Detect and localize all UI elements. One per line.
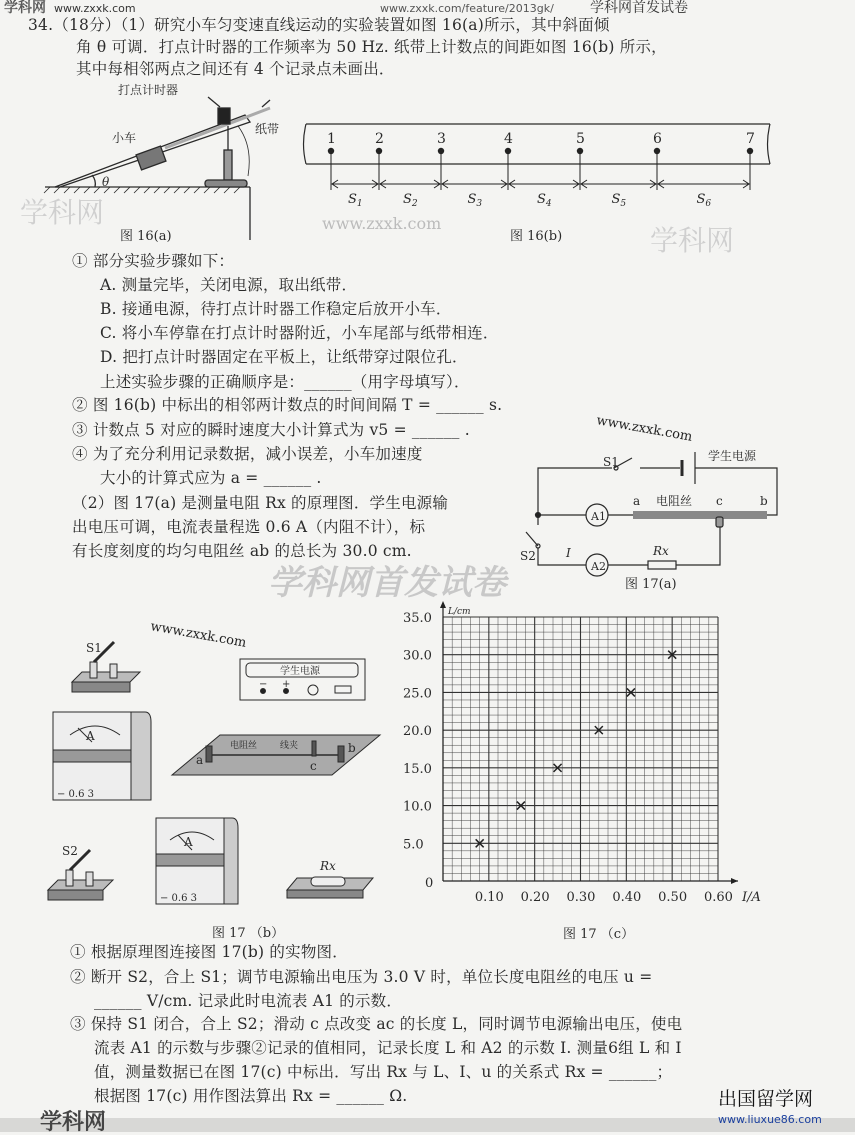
segment-subscript: 4 [545,199,552,209]
segment-label: $S_5$ [611,192,627,209]
y-tick-label: 35.0 [403,611,432,626]
tape-point-label: 6 [653,131,662,147]
b-s2-label: S2 [62,844,78,858]
tape-point-label: 2 [375,131,384,147]
segment-subscript: 5 [620,199,627,209]
source-label: 学生电源 [708,449,757,463]
y-tick-label: 15.0 [403,761,432,777]
ground-hatching [44,187,240,193]
fig17b-caption: 图 17 （b） [212,926,285,941]
fig17c-chart [403,601,761,905]
x-tick-label: 0.60 [704,890,733,905]
power-switch-icon [335,686,351,693]
problem-line-1: 34.（18分）（1）研究小车匀变速直线运动的实验装置如图 16(a)所示，其中斜面倾 [28,16,610,34]
ammeter-1-device [53,712,151,800]
problem-line-3: 其中每相邻两点之间还有 4 个记录点未画出． [76,60,395,78]
watermark-title: 学科网首发试卷 [590,0,688,16]
tape-point-label: 5 [576,131,585,147]
switch-s1-device [72,642,140,692]
y-tick-label: 5.0 [403,837,424,853]
segment-subscript: 3 [476,199,483,209]
segment-subscript: 2 [411,199,418,209]
b-a-label: a [196,753,204,767]
b-b-label: b [348,741,356,755]
x-axis-arrow [731,878,738,884]
fig16b-tape [304,124,771,164]
tape-points [327,131,755,209]
fig17a-caption: 图 17(a) [625,577,677,592]
p3-q3-line-2: 流表 A1 的示数与步骤②记录的值相同，记录长度 L 和 A2 的示数 I. 测量6组 L 和 I [94,1039,682,1057]
stand-clamp [224,150,232,180]
switch-s2-icon [526,532,538,546]
ammeter-2-device [156,818,238,904]
step-order-question: 上述实验步骤的正确顺序是：______（用字母填写）． [100,373,470,391]
p3-q1: ① 根据原理图连接图 17(b) 的实物图． [70,943,348,961]
p3-q3-line-1: ③ 保持 S1 闭合，合上 S2；滑动 c 点改变 ac 的长度 L，同时调节电源输出电压，使电 [70,1015,683,1033]
current-label: I [566,546,571,560]
url-watermark-2: www.zxxk.com [149,619,248,651]
problem-line-2: 角 θ 可调．打点计时器的工作频率为 50 Hz. 纸带上计数点的间距如图 16(b) 所示， [76,38,667,56]
b-ammeter1-scale: − 0.6 3 [57,789,95,800]
url-watermark-1: www.zxxk.com [595,413,694,445]
a-label: a [633,494,641,508]
rx-label: Rx [653,544,669,558]
tape-point-label: 3 [437,131,446,147]
y-tick-label: 30.0 [403,648,432,664]
step-a: A. 测量完毕，关闭电源，取出纸带． [100,276,358,294]
q4-line-1: ④ 为了充分利用记录数据，减小误差，小车加速度 [72,445,423,463]
s2-label: S2 [520,549,536,563]
x-axis-label: I/A [742,890,761,905]
part2-line-2: 出电压可调，电流表量程选 0.6 A（内阻不计），标 [72,518,426,536]
tape-point-label: 4 [504,131,513,147]
segment-label: $S_6$ [696,192,712,209]
part2-line-3: 有长度刻度的均匀电阻丝 ab 的总长为 30.0 cm. [72,542,412,560]
angle-arc [92,175,95,187]
timer-pointer-arrow [208,97,220,107]
junction-dot [536,513,541,518]
b-ammeter2-label: A [184,835,193,849]
c-label: c [716,494,723,508]
wire [676,527,720,565]
fig17c-caption: 图 17 （c） [563,927,635,942]
origin-label: 0 [425,876,434,891]
tape-point-label: 7 [746,131,755,147]
segment-label: $S_4$ [537,192,552,209]
s1-label: S1 [603,455,619,469]
y-tick-label: 20.0 [403,724,432,740]
switch-s2-device [48,850,113,900]
cart-icon [136,146,166,170]
x-tick-label: 0.10 [474,890,504,905]
x-tick-label: 0.30 [566,890,596,905]
angle-label: θ [102,175,110,189]
slider-c [716,517,723,527]
a1-label: A1 [591,510,606,523]
b-label: b [760,494,768,508]
q2-interval: ② 图 16(b) 中标出的相邻两计数点的时间间隔 T = ______ s. [72,396,503,414]
y-tick-label: 25.0 [403,686,432,702]
tape-label: 纸带 [255,122,280,136]
b-s1-label: S1 [86,641,102,655]
q1-title: ① 部分实验步骤如下： [72,252,235,270]
b-ammeter2-scale: − 0.6 3 [160,893,198,904]
x-tick-label: 0.40 [612,890,642,905]
part2-line-1: （2）图 17(a) 是测量电阻 Rx 的原理图．学生电源输 [72,494,449,512]
url-watermark-3: www.zxxk.com [322,214,442,233]
fig16b-caption: 图 16(b) [510,229,563,244]
b-rx-label: Rx [320,859,336,873]
segment-label: $S_3$ [467,192,483,209]
p3-q2-line-2: ______ V/cm. 记录此时电流表 A1 的示数． [94,992,403,1010]
b-plus-label: + [282,679,291,690]
segment-label: $S_1$ [348,192,363,209]
b-clip-label: 线夹 [280,741,299,751]
segment-subscript: 1 [356,199,363,209]
b-wire-label: 电阻丝 [230,741,258,751]
b-source-label: 学生电源 [280,666,320,677]
p3-q2-line-1: ② 断开 S2，合上 S1；调节电源输出电压为 3.0 V 时，单位长度电阻丝的电压 u = [70,968,653,986]
q3-velocity: ③ 计数点 5 对应的瞬时速度大小计算式为 v5 = ______ . [72,421,470,439]
step-b: B. 接通电源，待打点计时器工作稳定后放开小车． [100,300,452,318]
cart-label: 小车 [112,131,137,145]
banner-watermark: 学科网首发试卷 [268,563,506,603]
stand-base [205,180,247,187]
x-tick-label: 0.20 [520,890,550,905]
p3-q3-line-3: 值，测量数据已在图 17(c) 中标出．写出 Rx 与 L、I、u 的关系式 Rx = ______； [94,1063,673,1081]
timer-cable [238,126,249,176]
logo-watermark: 学科网 [4,0,46,16]
tape-point-label: 1 [327,131,336,147]
site-watermark-2: 学科网 [650,224,735,257]
site-watermark-1: 学科网 [20,196,105,229]
fig16a-caption: 图 16(a) [120,229,172,244]
tape-ends [304,124,771,164]
step-c: C. 将小车停靠在打点计时器附近，小车尾部与纸带相连． [100,324,499,342]
footer-site-name: 出国留学网 [718,1088,814,1110]
p3-q3-line-4: 根据图 17(c) 用作图法算出 Rx = ______ Ω. [94,1087,408,1105]
timer-icon [218,108,230,124]
timer-label: 打点计时器 [118,83,179,97]
footer-site-url[interactable]: www.liuxue86.com [718,1113,822,1126]
y-tick-label: 10.0 [403,799,432,815]
power-knob-icon [308,685,318,695]
wire-label: 电阻丝 [656,494,693,508]
b-c-label: c [310,759,317,773]
tape-pointer-arrow [262,100,270,107]
wire [538,548,586,565]
resistance-wire [633,511,767,519]
segment-label: $S_2$ [403,192,418,209]
a2-label: A2 [591,560,606,573]
watermark-url: www.zxxk.com/feature/2013gk/ [380,2,554,15]
y-axis-label: L/cm [448,607,471,617]
fig17a-circuit [526,452,777,576]
segment-subscript: 6 [705,199,712,209]
q4-line-2: 大小的计算式应为 a = ______ . [100,469,322,487]
logo-url: www.zxxk.com [54,2,136,15]
footer-logo: 学科网 [40,1110,107,1135]
x-tick-label: 0.50 [658,890,688,905]
b-minus-label: − [259,679,268,690]
resistor-rx-device [287,877,373,898]
resistor-rx-icon [648,561,676,569]
b-ammeter1-label: A [86,729,95,743]
step-d: D. 把打点计时器固定在平板上，让纸带穿过限位孔． [100,348,468,366]
